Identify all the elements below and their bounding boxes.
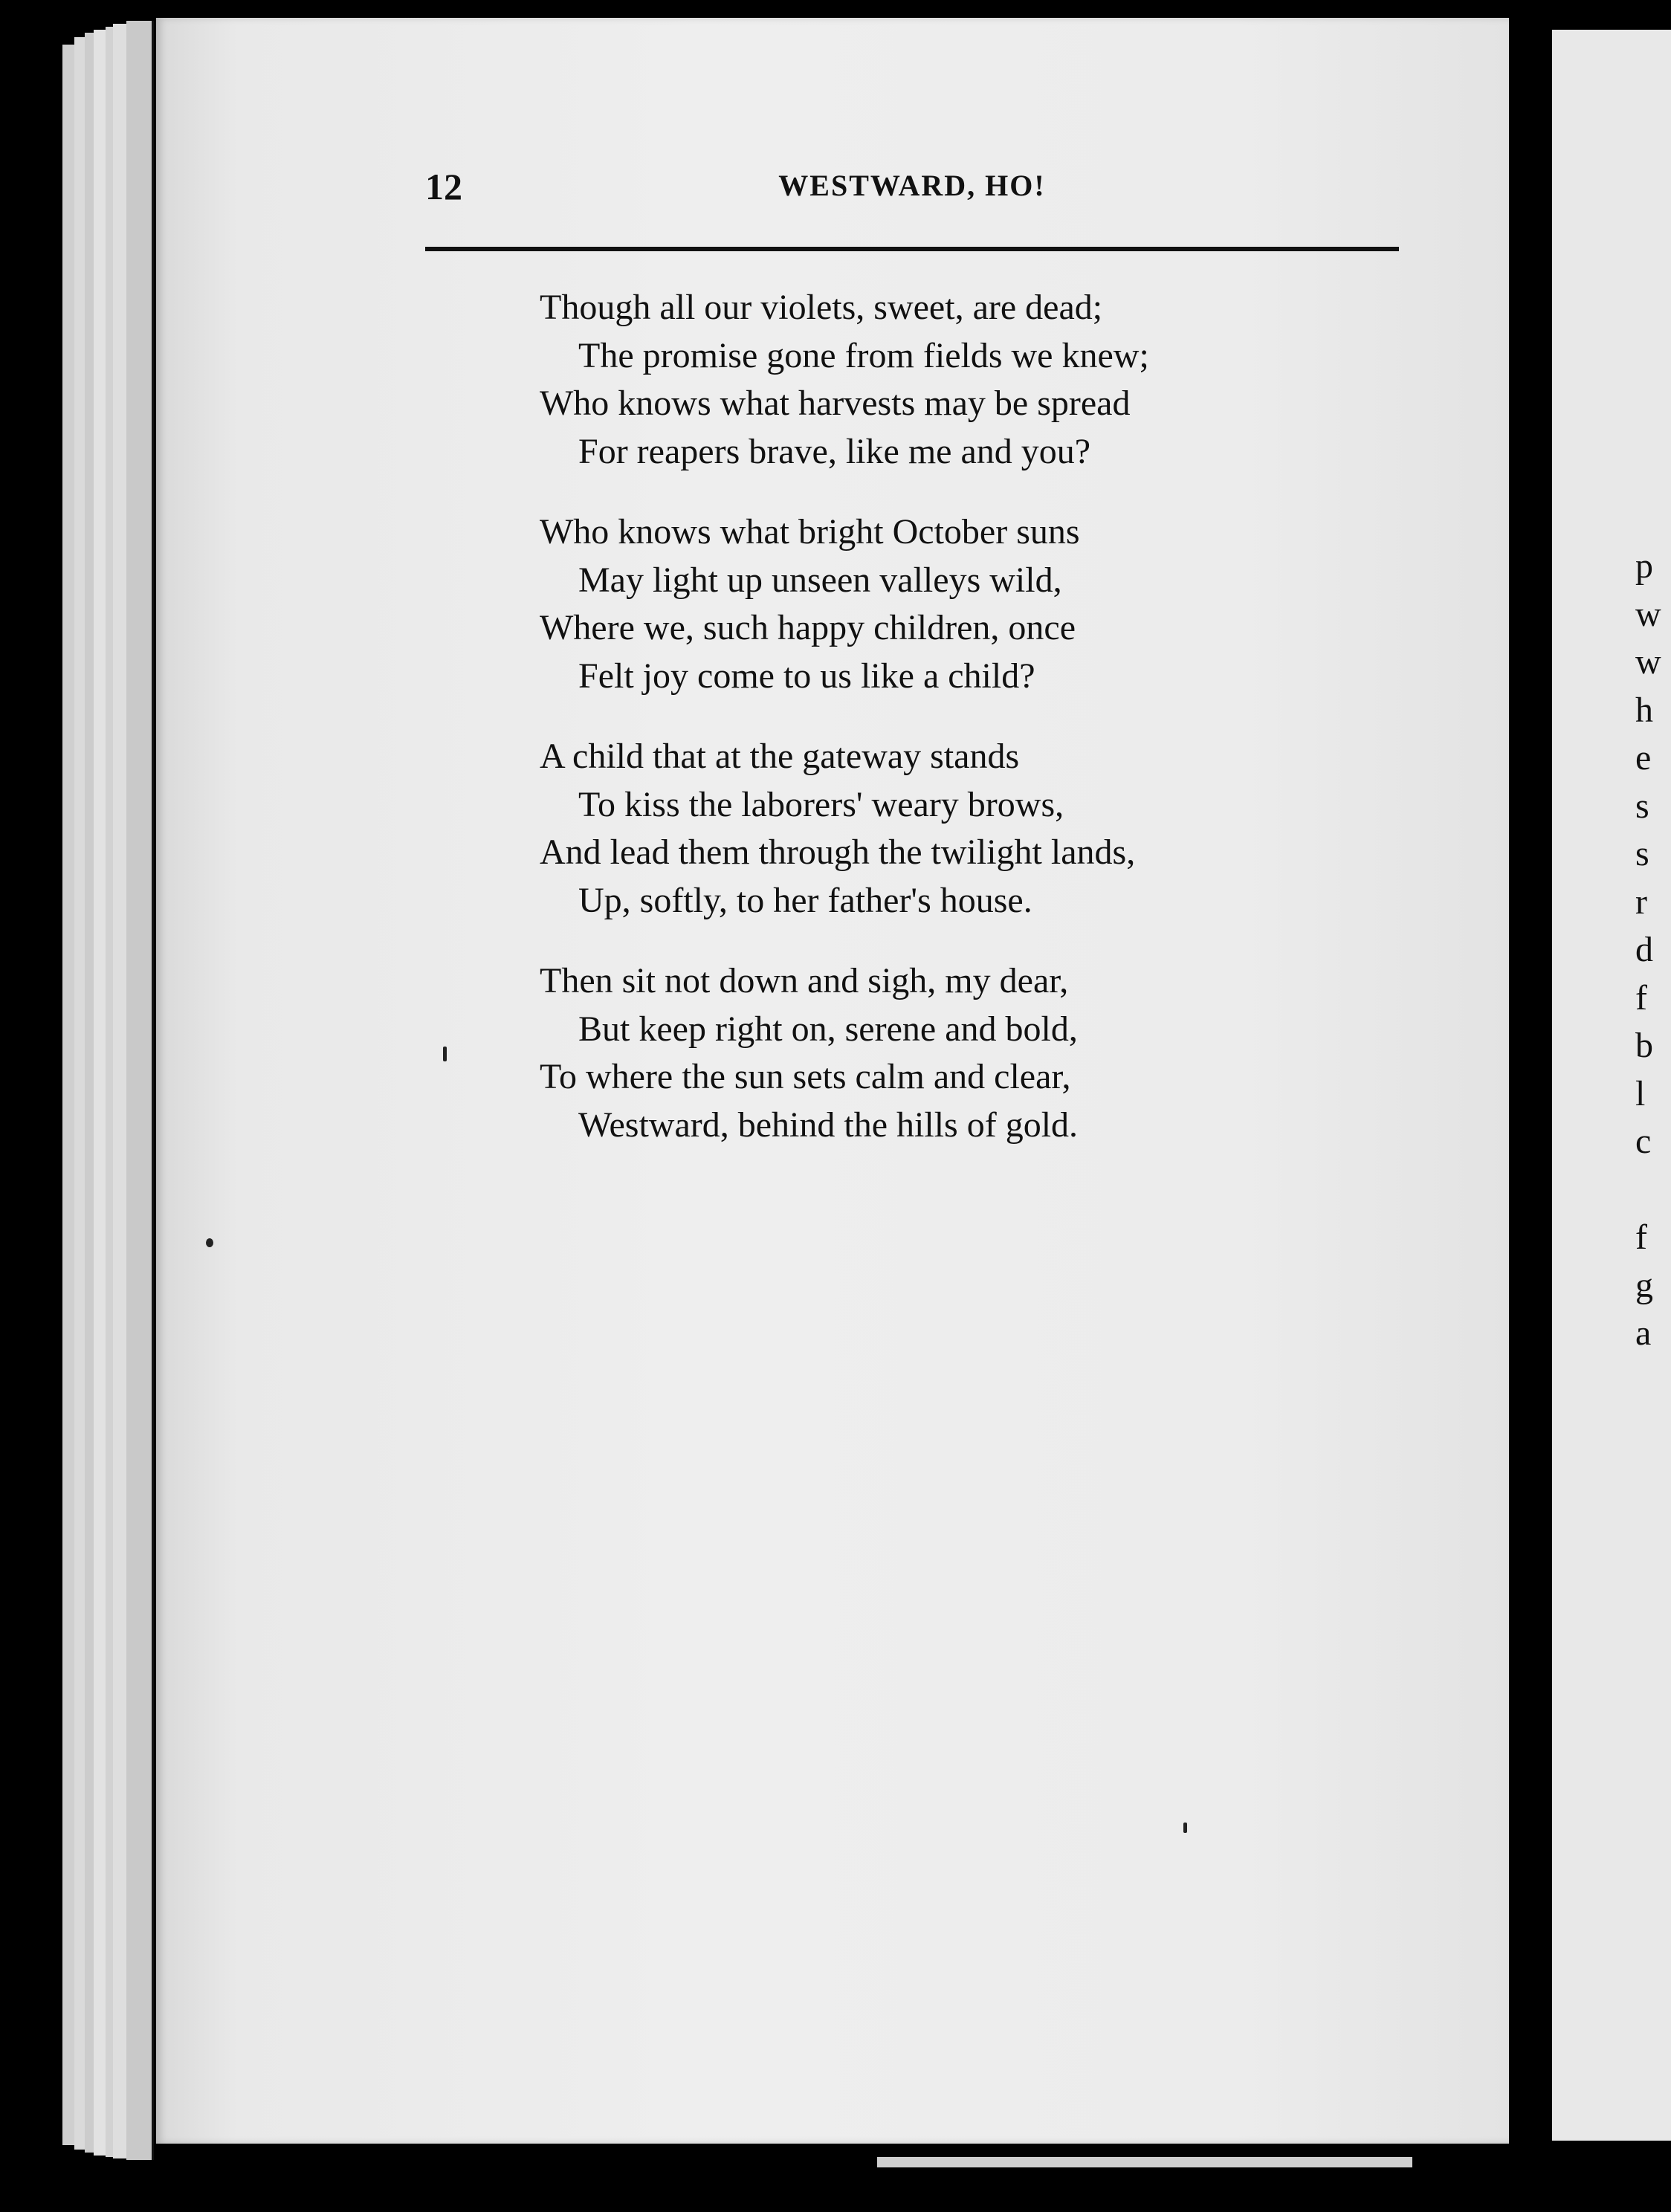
poem-line: For reapers brave, like me and you? (578, 431, 1091, 471)
poem-line: Then sit not down and sigh, my dear, (540, 961, 1069, 1000)
ink-speck (443, 1047, 447, 1061)
poem-line: The promise gone from fields we knew; (578, 335, 1149, 375)
bottom-edge-highlight (877, 2157, 1412, 2167)
poem-line: Up, softly, to her father's house. (578, 880, 1032, 920)
poem-line: Who knows what bright October suns (540, 512, 1080, 552)
poem-line: And lead them through the twilight lands, (540, 832, 1136, 872)
stanza-1 (540, 284, 1357, 476)
ink-speck (1183, 1823, 1187, 1833)
poem-line: Where we, such happy children, once (540, 608, 1076, 647)
poem (540, 284, 1357, 1182)
poem-line: To where the sun sets calm and clear, (540, 1057, 1071, 1096)
running-head (425, 165, 1399, 217)
page-number: 12 (425, 166, 462, 207)
poem-line: But keep right on, serene and bold, (578, 1009, 1078, 1049)
page-edge (126, 21, 154, 2160)
poem-line: May light up unseen valleys wild, (578, 560, 1062, 600)
stanza-4 (540, 957, 1357, 1149)
poem-line: Westward, behind the hills of gold. (578, 1105, 1079, 1145)
ink-speck (206, 1238, 213, 1247)
poem-line: A child that at the gateway stands (540, 737, 1020, 776)
header-rule (425, 247, 1399, 251)
facing-page-edge (1552, 30, 1671, 2141)
facing-page-text-fragment: p w w h e s s r d f b l c f g a (1635, 546, 1661, 1353)
poem-line: Though all our violets, sweet, are dead; (540, 288, 1103, 327)
stanza-3 (540, 733, 1357, 925)
running-title: WESTWARD, HO! (778, 169, 1046, 202)
poem-line: Who knows what harvests may be spread (540, 384, 1131, 423)
stanza-2 (540, 508, 1357, 700)
poem-line: Felt joy come to us like a child? (578, 656, 1035, 696)
poem-line: To kiss the laborers' weary brows, (578, 784, 1064, 824)
